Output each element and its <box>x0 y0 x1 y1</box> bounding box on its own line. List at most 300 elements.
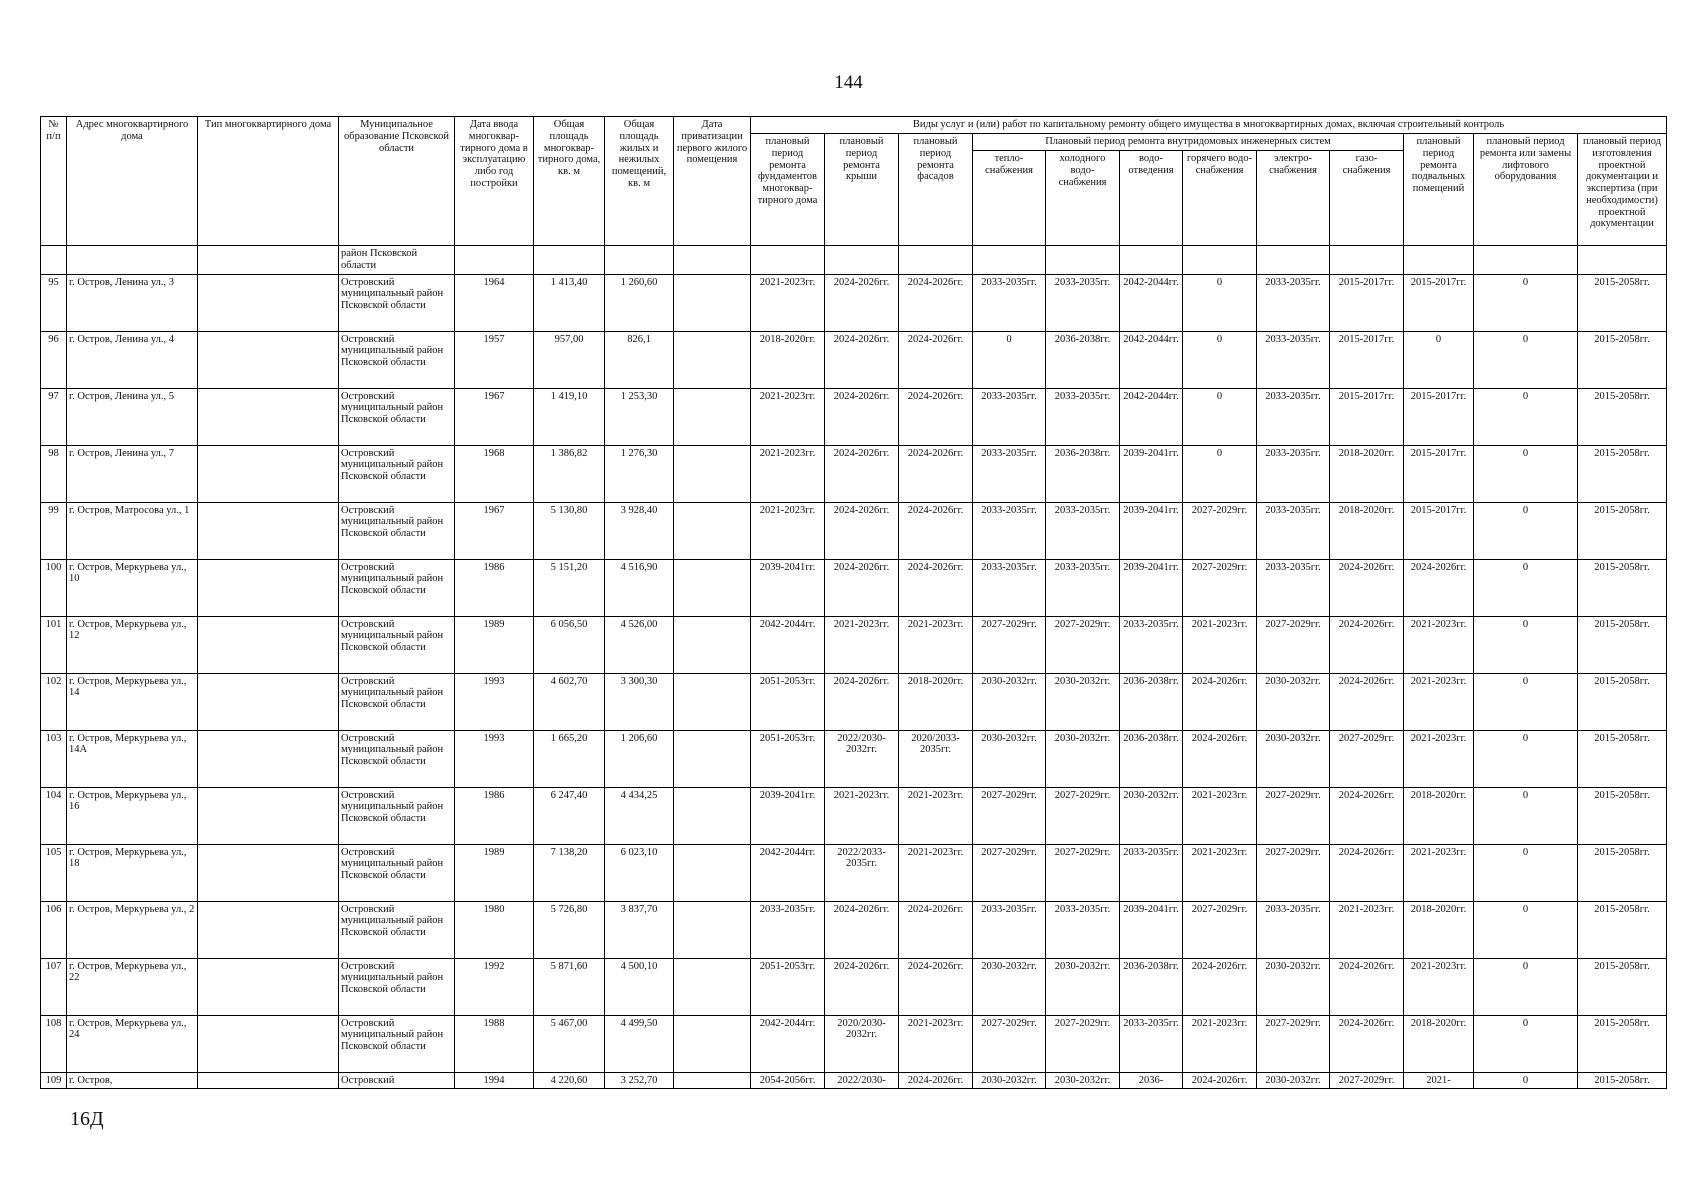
cell-privatization <box>674 787 751 844</box>
cell-municipality: Островский муниципальный район Псковской области <box>339 331 455 388</box>
cell-date: 1993 <box>455 673 534 730</box>
header-heat: тепло-снабжения <box>973 151 1046 246</box>
cell-foundation: 2033-2035гг. <box>751 901 825 958</box>
cell-heat: 2030-2032гг. <box>973 1072 1046 1089</box>
header-address: Адрес многоквартирного дома <box>67 117 198 246</box>
cell-living-area: 1 260,60 <box>605 274 674 331</box>
cell-basement: 0 <box>1404 331 1474 388</box>
cell-facade: 2021-2023гг. <box>899 787 973 844</box>
header-type: Тип многоквартирного дома <box>198 117 339 246</box>
cell-type <box>198 901 339 958</box>
table-row <box>41 730 1667 787</box>
cell-elevator: 0 <box>1474 274 1578 331</box>
cell-foundation: 2042-2044гг. <box>751 616 825 673</box>
cell-facade: 2018-2020гг. <box>899 673 973 730</box>
cell-foundation: 2021-2023гг. <box>751 274 825 331</box>
cell-num: 102 <box>41 673 67 730</box>
cell-roof: 2024-2026гг. <box>825 274 899 331</box>
cell-heat: 2033-2035гг. <box>973 388 1046 445</box>
cell-drainage: 2036-2038гг. <box>1120 673 1183 730</box>
cell-facade: 2024-2026гг. <box>899 274 973 331</box>
cell-cold-water: 2036-2038гг. <box>1046 445 1120 502</box>
cell-privatization <box>674 730 751 787</box>
cell-project: 2015-2058гг. <box>1578 901 1667 958</box>
cell-living-area: 4 499,50 <box>605 1015 674 1072</box>
cell-electricity: 2033-2035гг. <box>1257 502 1330 559</box>
cell-cold-water: 2033-2035гг. <box>1046 901 1120 958</box>
cell-total-area: 6 056,50 <box>534 616 605 673</box>
header-cold-water: холодного водо-снабжения <box>1046 151 1120 246</box>
header-roof: плановый период ремонта крыши <box>825 134 899 246</box>
cell-address: г. Остров, Ленина ул., 5 <box>67 388 198 445</box>
cell-hot-water: 2024-2026гг. <box>1183 1072 1257 1089</box>
cell-date: 1989 <box>455 616 534 673</box>
cell-project: 2015-2058гг. <box>1578 616 1667 673</box>
cell-drainage: 2036- <box>1120 1072 1183 1089</box>
table-row <box>41 559 1667 616</box>
cell-project: 2015-2058гг. <box>1578 274 1667 331</box>
cell-type <box>198 844 339 901</box>
header-project: плановый период изготовления проектной документации и экспертиза (при необходимости) проектной документации <box>1578 134 1667 246</box>
cell-facade: 2021-2023гг. <box>899 1015 973 1072</box>
cell-living-area: 4 500,10 <box>605 958 674 1015</box>
cell-drainage: 2033-2035гг. <box>1120 844 1183 901</box>
cell-drainage: 2033-2035гг. <box>1120 616 1183 673</box>
cell-basement: 2015-2017гг. <box>1404 445 1474 502</box>
cell-project: 2015-2058гг. <box>1578 502 1667 559</box>
cell-municipality: район Псковской области <box>339 246 455 275</box>
cell-elevator: 0 <box>1474 958 1578 1015</box>
cell-type <box>198 274 339 331</box>
cell-basement: 2015-2017гг. <box>1404 502 1474 559</box>
cell-basement: 2018-2020гг. <box>1404 901 1474 958</box>
cell-project: 2015-2058гг. <box>1578 730 1667 787</box>
cell-electricity: 2030-2032гг. <box>1257 1072 1330 1089</box>
cell-privatization <box>674 274 751 331</box>
cell-foundation: 2021-2023гг. <box>751 388 825 445</box>
cell-address: г. Остров, Ленина ул., 3 <box>67 274 198 331</box>
cell-total-area: 5 467,00 <box>534 1015 605 1072</box>
cell-num: 103 <box>41 730 67 787</box>
cell-address: г. Остров, Меркурьева ул., 2 <box>67 901 198 958</box>
cell-gas: 2024-2026гг. <box>1330 844 1404 901</box>
cell-basement: 2015-2017гг. <box>1404 388 1474 445</box>
cell-roof: 2024-2026гг. <box>825 901 899 958</box>
cell-drainage: 2042-2044гг. <box>1120 274 1183 331</box>
cell-roof: 2020/2030-2032гг. <box>825 1015 899 1072</box>
cell-heat: 2030-2032гг. <box>973 958 1046 1015</box>
cell-hot-water: 2021-2023гг. <box>1183 616 1257 673</box>
cell-facade: 2024-2026гг. <box>899 331 973 388</box>
cell-municipality: Островский муниципальный район Псковской области <box>339 445 455 502</box>
cell-gas: 2015-2017гг. <box>1330 274 1404 331</box>
cell-num: 95 <box>41 274 67 331</box>
cell-drainage: 2039-2041гг. <box>1120 502 1183 559</box>
cell-heat: 2027-2029гг. <box>973 1015 1046 1072</box>
cell-municipality: Островский муниципальный район Псковской области <box>339 844 455 901</box>
cell-basement: 2018-2020гг. <box>1404 787 1474 844</box>
cell-elevator: 0 <box>1474 1015 1578 1072</box>
cell-gas: 2024-2026гг. <box>1330 958 1404 1015</box>
cell-hot-water: 2021-2023гг. <box>1183 1015 1257 1072</box>
cell-basement: 2021-2023гг. <box>1404 844 1474 901</box>
header-basement: плановый период ремонта подвальных помещений <box>1404 134 1474 246</box>
cell-municipality: Островский муниципальный район Псковской области <box>339 730 455 787</box>
cell-type <box>198 673 339 730</box>
cell-municipality: Островский муниципальный район Псковской области <box>339 787 455 844</box>
table-row <box>41 1015 1667 1072</box>
cell-facade: 2020/2033-2035гг. <box>899 730 973 787</box>
cell-cold-water: 2036-2038гг. <box>1046 331 1120 388</box>
cell-elevator: 0 <box>1474 388 1578 445</box>
cell-foundation: 2039-2041гг. <box>751 787 825 844</box>
cell-total-area: 6 247,40 <box>534 787 605 844</box>
cell-gas: 2018-2020гг. <box>1330 502 1404 559</box>
cell-hot-water: 2021-2023гг. <box>1183 844 1257 901</box>
cell-project: 2015-2058гг. <box>1578 1015 1667 1072</box>
cell-address: г. Остров, <box>67 1072 198 1089</box>
cell-municipality: Островский муниципальный район Псковской области <box>339 1015 455 1072</box>
header-num: № п/п <box>41 117 67 246</box>
cell-basement: 2021- <box>1404 1072 1474 1089</box>
cell-basement: 2015-2017гг. <box>1404 274 1474 331</box>
cell-date: 1986 <box>455 559 534 616</box>
cell-project: 2015-2058гг. <box>1578 331 1667 388</box>
cell-date: 1964 <box>455 274 534 331</box>
cell-cold-water: 2033-2035гг. <box>1046 502 1120 559</box>
table-row <box>41 445 1667 502</box>
cell-living-area: 1 276,30 <box>605 445 674 502</box>
cell-num: 106 <box>41 901 67 958</box>
cell-electricity: 2030-2032гг. <box>1257 730 1330 787</box>
cell-address: г. Остров, Ленина ул., 7 <box>67 445 198 502</box>
cell-total-area: 4 220,60 <box>534 1072 605 1089</box>
cell-date: 1980 <box>455 901 534 958</box>
capital-repair-table <box>40 116 1667 1089</box>
cell-cold-water: 2033-2035гг. <box>1046 274 1120 331</box>
cell-basement: 2021-2023гг. <box>1404 616 1474 673</box>
cell-living-area: 4 516,90 <box>605 559 674 616</box>
cell-address: г. Остров, Меркурьева ул., 12 <box>67 616 198 673</box>
cell-living-area: 4 434,25 <box>605 787 674 844</box>
header-gas: газо-снабжения <box>1330 151 1404 246</box>
cell-electricity: 2033-2035гг. <box>1257 274 1330 331</box>
cell-hot-water: 2024-2026гг. <box>1183 730 1257 787</box>
cell-hot-water: 2024-2026гг. <box>1183 673 1257 730</box>
cell-gas: 2018-2020гг. <box>1330 445 1404 502</box>
cell-num: 105 <box>41 844 67 901</box>
cell-date: 1957 <box>455 331 534 388</box>
cell-gas: 2024-2026гг. <box>1330 787 1404 844</box>
cell-gas: 2024-2026гг. <box>1330 616 1404 673</box>
cell-electricity: 2033-2035гг. <box>1257 901 1330 958</box>
cell-drainage: 2033-2035гг. <box>1120 1015 1183 1072</box>
cell-foundation: 2042-2044гг. <box>751 1015 825 1072</box>
cell-drainage: 2030-2032гг. <box>1120 787 1183 844</box>
cell-municipality: Островский муниципальный район Псковской области <box>339 673 455 730</box>
table-row <box>41 331 1667 388</box>
cell-living-area: 4 526,00 <box>605 616 674 673</box>
cell-facade: 2024-2026гг. <box>899 388 973 445</box>
cell-project: 2015-2058гг. <box>1578 958 1667 1015</box>
header-works-group: Виды услуг и (или) работ по капитальному ремонту общего имущества в многоквартирных домах, включая строительный контроль <box>751 117 1667 134</box>
cell-basement: 2024-2026гг. <box>1404 559 1474 616</box>
cell-drainage: 2042-2044гг. <box>1120 331 1183 388</box>
table-row <box>41 958 1667 1015</box>
table-row <box>41 844 1667 901</box>
cell-cold-water: 2030-2032гг. <box>1046 958 1120 1015</box>
header-municipality: Муниципальное образование Псковской области <box>339 117 455 246</box>
cell-privatization <box>674 901 751 958</box>
table-row <box>41 274 1667 331</box>
cell-living-area: 1 206,60 <box>605 730 674 787</box>
page-number: 144 <box>834 72 863 93</box>
continuation-row <box>41 246 1667 275</box>
cell-hot-water: 2027-2029гг. <box>1183 559 1257 616</box>
cell-cold-water: 2030-2032гг. <box>1046 673 1120 730</box>
cell-num: 97 <box>41 388 67 445</box>
cell-num: 107 <box>41 958 67 1015</box>
cell-type <box>198 787 339 844</box>
cell-num: 99 <box>41 502 67 559</box>
cell-heat: 2033-2035гг. <box>973 559 1046 616</box>
cell-privatization <box>674 559 751 616</box>
cell-privatization <box>674 1072 751 1089</box>
cell-hot-water: 2027-2029гг. <box>1183 901 1257 958</box>
cell-gas: 2021-2023гг. <box>1330 901 1404 958</box>
cell-electricity: 2033-2035гг. <box>1257 388 1330 445</box>
cell-living-area: 1 253,30 <box>605 388 674 445</box>
cell-foundation: 2021-2023гг. <box>751 502 825 559</box>
cell-facade: 2024-2026гг. <box>899 502 973 559</box>
cell-elevator: 0 <box>1474 787 1578 844</box>
cell-total-area: 7 138,20 <box>534 844 605 901</box>
cell-address: г. Остров, Матросова ул., 1 <box>67 502 198 559</box>
cell-date: 1968 <box>455 445 534 502</box>
cell-municipality: Островский муниципальный район Псковской области <box>339 901 455 958</box>
cell-privatization <box>674 445 751 502</box>
cell-municipality: Островский муниципальный район Псковской области <box>339 559 455 616</box>
cell-living-area: 3 300,30 <box>605 673 674 730</box>
header-foundation: плановый период ремонта фундаментов многоквар-тирного дома <box>751 134 825 246</box>
cell-num: 109 <box>41 1072 67 1089</box>
cell-address: г. Остров, Меркурьева ул., 14А <box>67 730 198 787</box>
cell-drainage: 2036-2038гг. <box>1120 730 1183 787</box>
cell-electricity: 2027-2029гг. <box>1257 787 1330 844</box>
header-hot-water: горячего водо-снабжения <box>1183 151 1257 246</box>
cell-elevator: 0 <box>1474 331 1578 388</box>
cell-address: г. Остров, Меркурьева ул., 14 <box>67 673 198 730</box>
cell-living-area: 826,1 <box>605 331 674 388</box>
cell-address: г. Остров, Меркурьева ул., 18 <box>67 844 198 901</box>
cell-drainage: 2036-2038гг. <box>1120 958 1183 1015</box>
cell-type <box>198 559 339 616</box>
cell-type <box>198 730 339 787</box>
cell-num: 101 <box>41 616 67 673</box>
table-row <box>41 673 1667 730</box>
cell-electricity: 2030-2032гг. <box>1257 673 1330 730</box>
cell-electricity: 2027-2029гг. <box>1257 1015 1330 1072</box>
cell-heat: 2033-2035гг. <box>973 274 1046 331</box>
cell-cold-water: 2033-2035гг. <box>1046 559 1120 616</box>
cell-basement: 2021-2023гг. <box>1404 958 1474 1015</box>
cell-municipality: Островский муниципальный район Псковской области <box>339 502 455 559</box>
cell-basement: 2018-2020гг. <box>1404 1015 1474 1072</box>
cell-cold-water: 2033-2035гг. <box>1046 388 1120 445</box>
cell-municipality: Островский <box>339 1072 455 1089</box>
cell-roof: 2022/2030-2032гг. <box>825 730 899 787</box>
cell-facade: 2024-2026гг. <box>899 559 973 616</box>
cell-living-area: 3 252,70 <box>605 1072 674 1089</box>
cell-num: 104 <box>41 787 67 844</box>
cell-electricity: 2027-2029гг. <box>1257 616 1330 673</box>
cell-project: 2015-2058гг. <box>1578 673 1667 730</box>
cell-date: 1994 <box>455 1072 534 1089</box>
cell-cold-water: 2027-2029гг. <box>1046 844 1120 901</box>
cell-type <box>198 1072 339 1089</box>
cell-municipality: Островский муниципальный район Псковской области <box>339 274 455 331</box>
cell-heat: 0 <box>973 331 1046 388</box>
header-total-area: Общая площадь многоквар-тирного дома, кв. м <box>534 117 605 246</box>
cell-facade: 2024-2026гг. <box>899 901 973 958</box>
cell-total-area: 5 151,20 <box>534 559 605 616</box>
cell-electricity: 2033-2035гг. <box>1257 559 1330 616</box>
cell-privatization <box>674 958 751 1015</box>
cell-municipality: Островский муниципальный район Псковской области <box>339 616 455 673</box>
cell-date: 1986 <box>455 787 534 844</box>
cell-living-area: 6 023,10 <box>605 844 674 901</box>
cell-foundation: 2051-2053гг. <box>751 958 825 1015</box>
cell-roof: 2024-2026гг. <box>825 958 899 1015</box>
cell-heat: 2027-2029гг. <box>973 616 1046 673</box>
cell-date: 1992 <box>455 958 534 1015</box>
cell-address: г. Остров, Меркурьева ул., 10 <box>67 559 198 616</box>
cell-electricity: 2033-2035гг. <box>1257 331 1330 388</box>
cell-project: 2015-2058гг. <box>1578 559 1667 616</box>
cell-elevator: 0 <box>1474 1072 1578 1089</box>
cell-heat: 2030-2032гг. <box>973 730 1046 787</box>
header-electricity: электро-снабжения <box>1257 151 1330 246</box>
cell-privatization <box>674 673 751 730</box>
cell-date: 1967 <box>455 388 534 445</box>
header-systems-group: Плановый период ремонта внутридомовых инженерных систем <box>973 134 1404 151</box>
cell-drainage: 2039-2041гг. <box>1120 901 1183 958</box>
cell-foundation: 2051-2053гг. <box>751 730 825 787</box>
cell-address: г. Остров, Меркурьева ул., 22 <box>67 958 198 1015</box>
cell-foundation: 2021-2023гг. <box>751 445 825 502</box>
cell-total-area: 5 130,80 <box>534 502 605 559</box>
cell-project: 2015-2058гг. <box>1578 388 1667 445</box>
cell-cold-water: 2030-2032гг. <box>1046 730 1120 787</box>
cell-foundation: 2054-2056гг. <box>751 1072 825 1089</box>
cell-hot-water: 2027-2029гг. <box>1183 502 1257 559</box>
cell-type <box>198 958 339 1015</box>
cell-elevator: 0 <box>1474 502 1578 559</box>
cell-roof: 2024-2026гг. <box>825 331 899 388</box>
cell-elevator: 0 <box>1474 901 1578 958</box>
cell-foundation: 2042-2044гг. <box>751 844 825 901</box>
cell-roof: 2024-2026гг. <box>825 502 899 559</box>
cell-roof: 2021-2023гг. <box>825 616 899 673</box>
header-date: Дата ввода многоквар-тирного дома в эксплуатацию либо год постройки <box>455 117 534 246</box>
cell-type <box>198 388 339 445</box>
cell-cold-water: 2027-2029гг. <box>1046 787 1120 844</box>
cell-project: 2015-2058гг. <box>1578 445 1667 502</box>
header-facade: плановый период ремонта фасадов <box>899 134 973 246</box>
cell-privatization <box>674 502 751 559</box>
cell-elevator: 0 <box>1474 445 1578 502</box>
table-row <box>41 388 1667 445</box>
footer-code: 16Д <box>70 1108 104 1130</box>
cell-type <box>198 616 339 673</box>
cell-heat: 2027-2029гг. <box>973 844 1046 901</box>
cell-hot-water: 0 <box>1183 331 1257 388</box>
cell-project: 2015-2058гг. <box>1578 1072 1667 1089</box>
cell-cold-water: 2030-2032гг. <box>1046 1072 1120 1089</box>
cell-foundation: 2018-2020гг. <box>751 331 825 388</box>
cell-roof: 2021-2023гг. <box>825 787 899 844</box>
cell-electricity: 2030-2032гг. <box>1257 958 1330 1015</box>
cell-num: 108 <box>41 1015 67 1072</box>
cell-gas: 2027-2029гг. <box>1330 730 1404 787</box>
cell-living-area: 3 928,40 <box>605 502 674 559</box>
table-row <box>41 616 1667 673</box>
cell-drainage: 2039-2041гг. <box>1120 445 1183 502</box>
cell-elevator: 0 <box>1474 730 1578 787</box>
cell-gas: 2024-2026гг. <box>1330 1015 1404 1072</box>
cell-municipality: Островский муниципальный район Псковской области <box>339 958 455 1015</box>
cell-elevator: 0 <box>1474 844 1578 901</box>
cell-total-area: 1 413,40 <box>534 274 605 331</box>
cell-heat: 2033-2035гг. <box>973 445 1046 502</box>
cell-municipality: Островский муниципальный район Псковской области <box>339 388 455 445</box>
cell-drainage: 2039-2041гг. <box>1120 559 1183 616</box>
cell-num: 100 <box>41 559 67 616</box>
table-body <box>41 246 1667 1089</box>
cell-hot-water: 2021-2023гг. <box>1183 787 1257 844</box>
cell-date: 1967 <box>455 502 534 559</box>
cell-facade: 2024-2026гг. <box>899 958 973 1015</box>
cell-facade: 2021-2023гг. <box>899 844 973 901</box>
cell-gas: 2015-2017гг. <box>1330 388 1404 445</box>
cell-foundation: 2039-2041гг. <box>751 559 825 616</box>
cell-total-area: 5 871,60 <box>534 958 605 1015</box>
cell-privatization <box>674 331 751 388</box>
cell-facade: 2024-2026гг. <box>899 445 973 502</box>
cell-gas: 2015-2017гг. <box>1330 331 1404 388</box>
table-row <box>41 787 1667 844</box>
cell-address: г. Остров, Меркурьева ул., 16 <box>67 787 198 844</box>
cell-privatization <box>674 616 751 673</box>
table-row <box>41 901 1667 958</box>
cell-total-area: 1 665,20 <box>534 730 605 787</box>
header-privatization: Дата приватизации первого жилого помещения <box>674 117 751 246</box>
cell-hot-water: 0 <box>1183 274 1257 331</box>
cell-hot-water: 0 <box>1183 388 1257 445</box>
header-living-area: Общая площадь жилых и нежилых помещений, кв. м <box>605 117 674 246</box>
cell-privatization <box>674 388 751 445</box>
cell-heat: 2030-2032гг. <box>973 673 1046 730</box>
cell-date: 1989 <box>455 844 534 901</box>
cell-facade: 2021-2023гг. <box>899 616 973 673</box>
cell-hot-water: 0 <box>1183 445 1257 502</box>
cell-type <box>198 1015 339 1072</box>
cell-project: 2015-2058гг. <box>1578 787 1667 844</box>
cell-gas: 2024-2026гг. <box>1330 673 1404 730</box>
cell-basement: 2021-2023гг. <box>1404 730 1474 787</box>
cell-total-area: 5 726,80 <box>534 901 605 958</box>
cell-gas: 2027-2029гг. <box>1330 1072 1404 1089</box>
